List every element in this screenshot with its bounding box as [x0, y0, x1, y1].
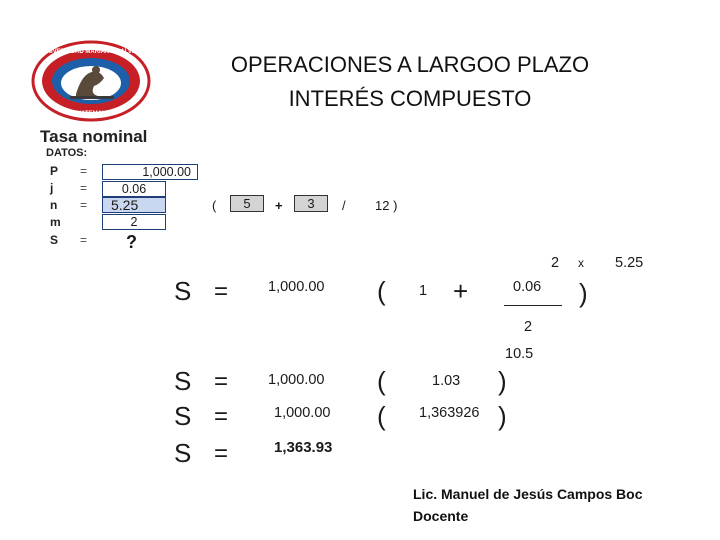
signature-role: Docente	[413, 508, 469, 524]
datos-value-j: 0.06	[102, 181, 166, 197]
datos-var-m: m	[50, 215, 61, 229]
datos-value-n: 5.25	[102, 197, 166, 213]
formula-3-factor: 1,363926	[419, 405, 480, 421]
formula-2-s: S	[174, 366, 192, 396]
formula-3-open-paren: (	[377, 401, 386, 431]
formula-2-principal: 1,000.00	[268, 372, 325, 388]
section-title: Tasa nominal	[40, 127, 148, 146]
formula-1-principal: 1,000.00	[268, 279, 325, 295]
datos-value-p: 1,000.00	[102, 164, 198, 180]
datos-var-s: S	[50, 233, 59, 247]
formula-4-s: S	[174, 438, 192, 468]
formula-1-one: 1	[419, 283, 428, 299]
n-calc-plus: +	[275, 198, 283, 213]
n-calc-slash: /	[342, 198, 346, 213]
datos-value-s: ?	[126, 232, 137, 252]
datos-var-n: n	[50, 198, 58, 212]
exponent-m: 2	[551, 255, 560, 271]
datos-value-m: 2	[102, 214, 166, 230]
formula-1-open-paren: (	[377, 276, 386, 306]
datos-var-j: j	[50, 181, 54, 195]
datos-eq-n: =	[80, 198, 88, 212]
formula-2-eq: =	[214, 368, 229, 395]
formula-2-close-paren: )	[498, 366, 507, 396]
formula-2-open-paren: (	[377, 366, 386, 396]
formula-4-eq: =	[214, 440, 229, 467]
formula-2-base: 1.03	[432, 373, 461, 389]
n-calc-twelve: 12 )	[375, 198, 398, 213]
title-line-1: OPERACIONES A LARGOO PLAZO	[230, 52, 590, 77]
formula-3-close-paren: )	[498, 401, 507, 431]
exponent-times: x	[578, 256, 584, 270]
formula-1-denominator: 2	[524, 319, 533, 335]
formula-4-result: 1,363.93	[274, 439, 333, 456]
datos-eq-j: =	[80, 181, 88, 195]
datos-eq-p: =	[80, 164, 88, 178]
logo-ring-text-bottom: GUATEMALA	[72, 111, 110, 117]
datos-var-p: P	[50, 164, 59, 178]
fraction-bar	[504, 305, 562, 306]
n-calc-months-box: 3	[294, 195, 328, 212]
formula-1-eq: =	[214, 278, 229, 305]
datos-eq-s: =	[80, 233, 88, 247]
formula-3-principal: 1,000.00	[274, 405, 331, 421]
datos-label: DATOS:	[46, 147, 88, 159]
signature-name: Lic. Manuel de Jesús Campos Boc	[413, 486, 643, 502]
formula-3-s: S	[174, 401, 192, 431]
exponent-n: 5.25	[615, 255, 644, 271]
formula-1-s: S	[174, 276, 192, 306]
formula-1-plus: +	[453, 276, 469, 306]
n-calc-years-box: 5	[230, 195, 264, 212]
university-logo	[30, 40, 152, 122]
n-calc-open-paren: (	[212, 198, 217, 213]
formula-3-eq: =	[214, 403, 229, 430]
exponent-result: 10.5	[505, 346, 534, 362]
logo-ring-text-top: UNIVERSIDAD MARIANO GALVEZ	[42, 49, 140, 55]
title-line-2: INTERÉS COMPUESTO	[288, 86, 532, 111]
formula-1-close-paren: )	[579, 278, 588, 308]
formula-1-numerator: 0.06	[513, 279, 542, 295]
